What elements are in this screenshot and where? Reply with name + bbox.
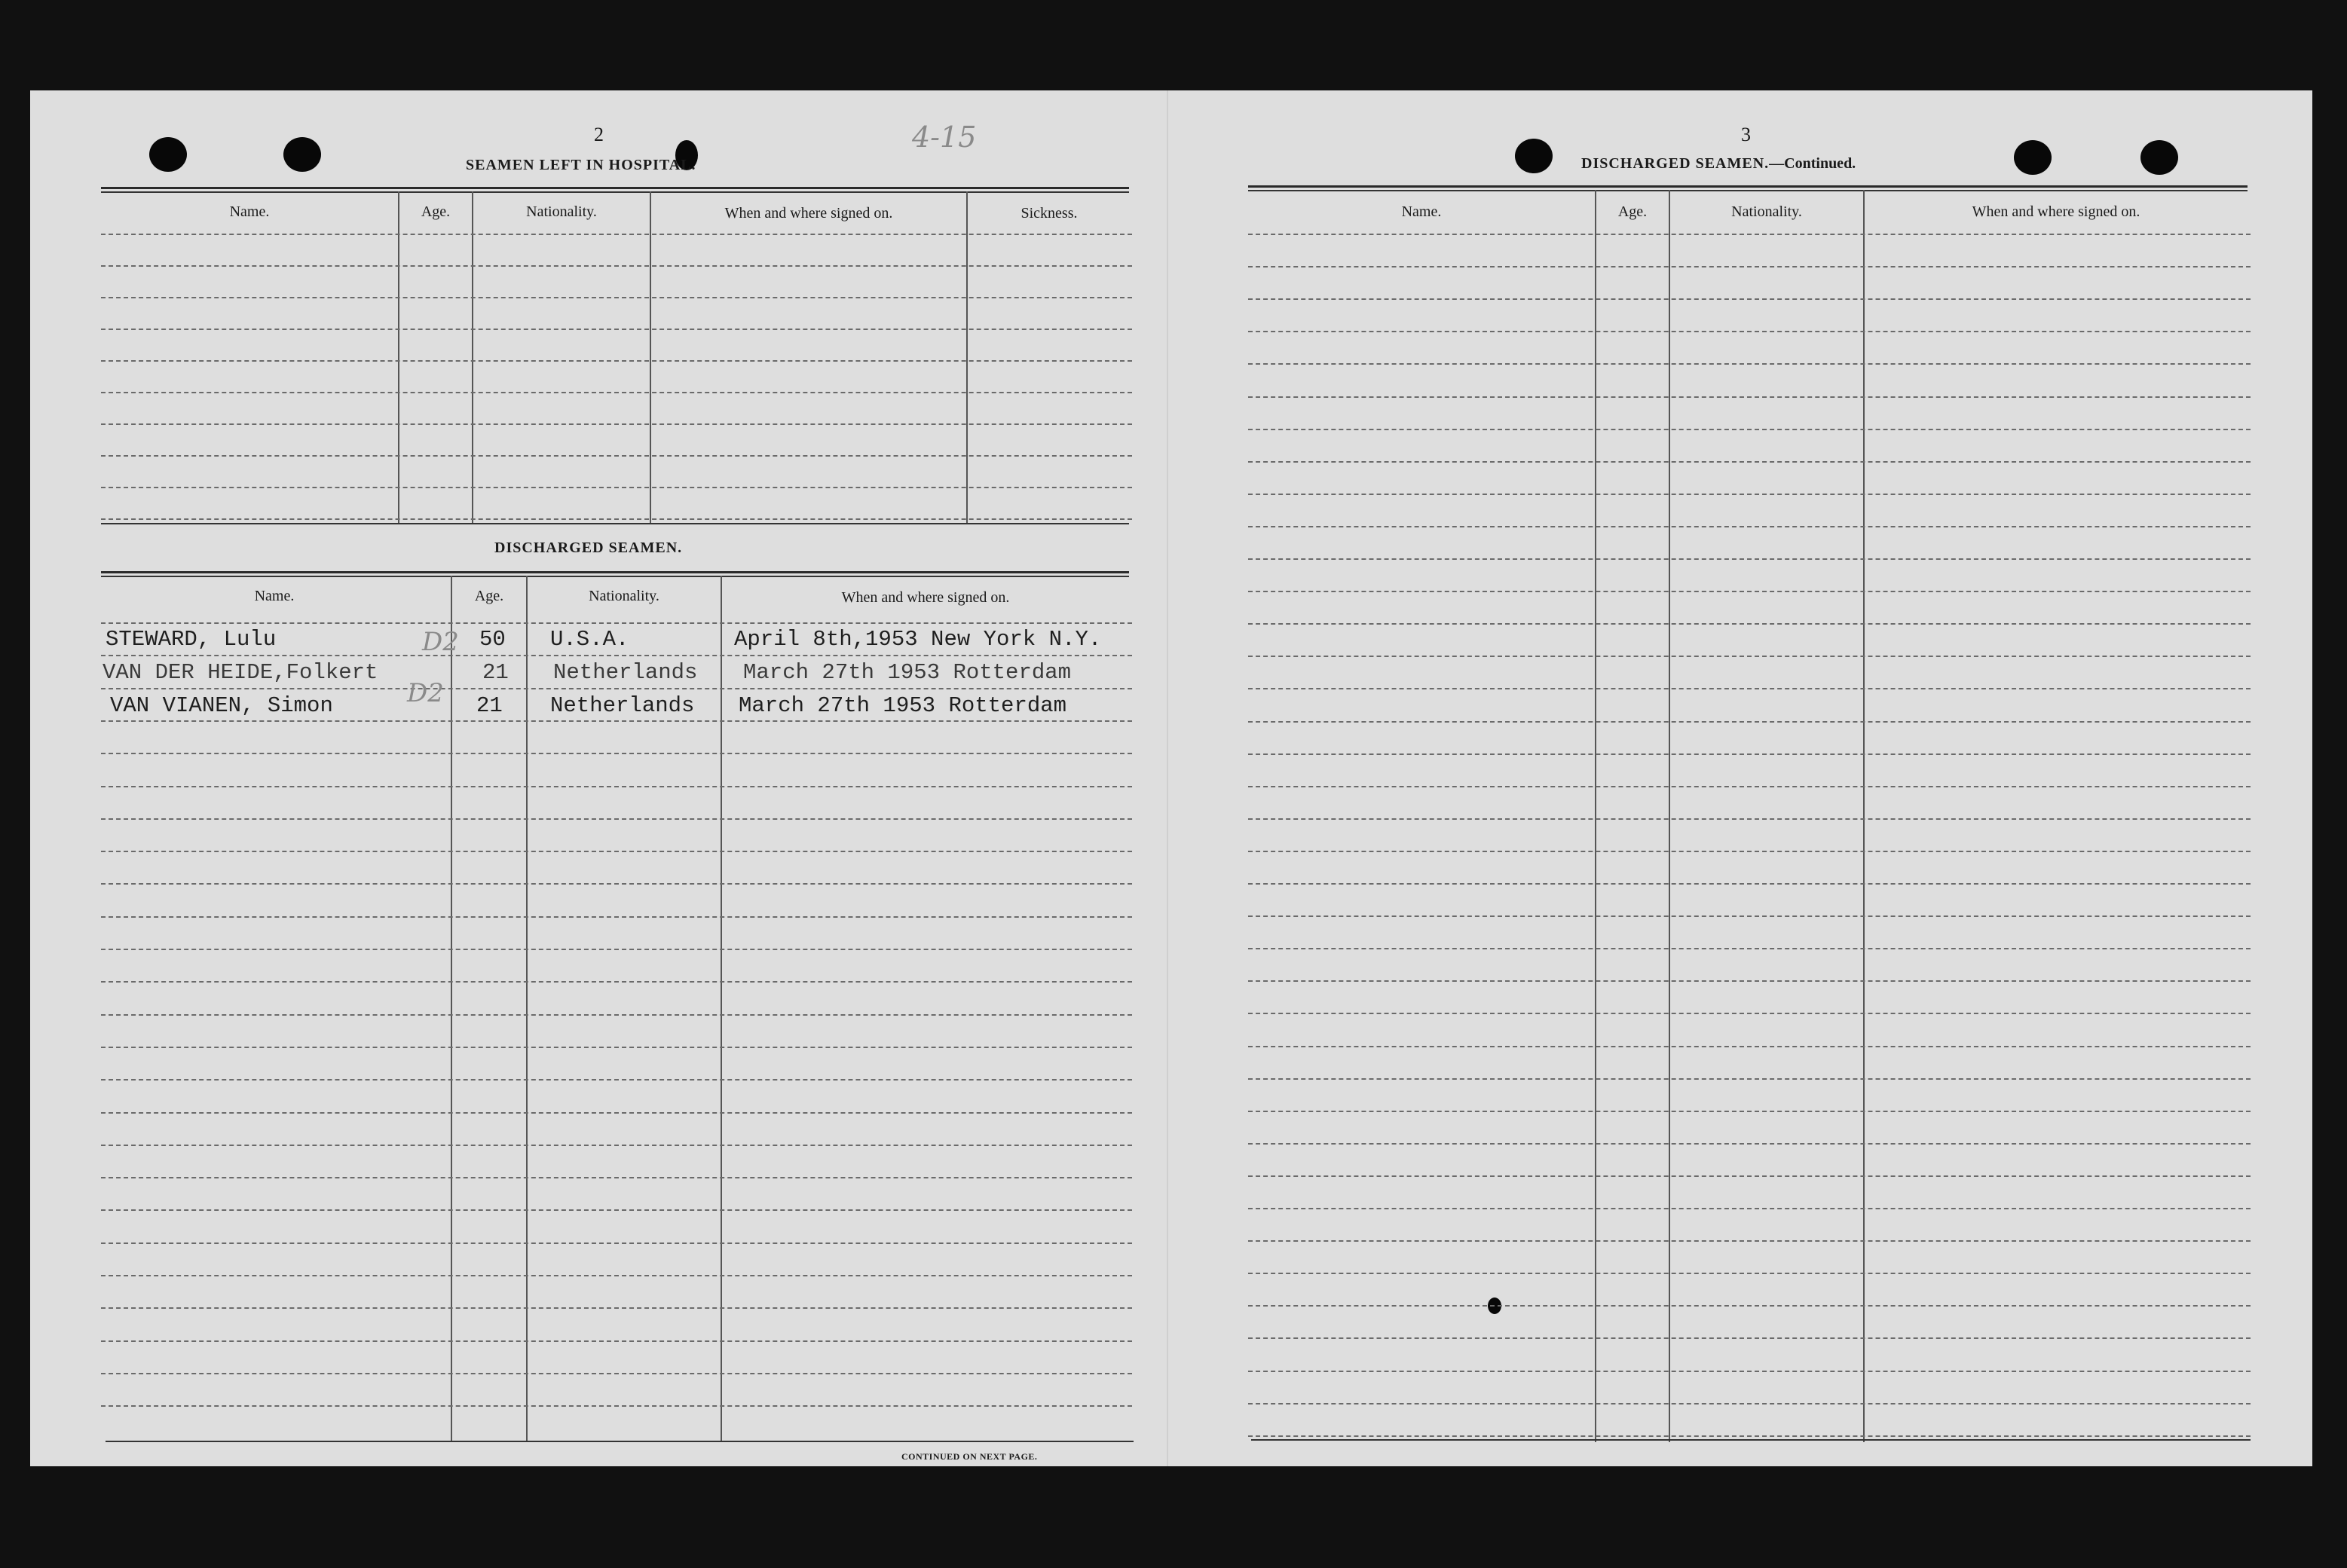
ruled-line — [1248, 948, 2251, 949]
ruled-line — [1248, 786, 2251, 787]
row-name: VAN DER HEIDE,Folkert — [103, 660, 378, 685]
ruled-line — [1248, 298, 2251, 300]
ruled-line — [101, 655, 1132, 656]
row-signed-on: March 27th 1953 Rotterdam — [739, 693, 1067, 718]
header-age: Age. — [474, 588, 504, 604]
ruled-line — [101, 916, 1132, 918]
ruled-line — [101, 1405, 1132, 1407]
ruled-line — [1248, 1403, 2251, 1404]
ruled-line — [1248, 915, 2251, 917]
ruled-line — [101, 1307, 1132, 1309]
row-signed-on: March 27th 1953 Rotterdam — [743, 660, 1072, 685]
page-number: 2 — [594, 124, 604, 145]
section-title — [1581, 155, 1856, 173]
column-divider — [1669, 190, 1670, 1442]
header-signed-on: When and where signed on. — [1972, 203, 2140, 220]
row-age: 50 — [479, 627, 506, 652]
ruled-line — [101, 1145, 1132, 1146]
discharged-top-rule-inner — [101, 576, 1129, 577]
column-divider — [472, 191, 473, 523]
handwritten-annotation: D2 — [407, 678, 444, 708]
ruled-line — [1248, 266, 2251, 267]
discharged-section-title: DISCHARGED SEAMEN. — [494, 539, 683, 556]
ruled-line — [101, 329, 1132, 330]
hospital-bottom-rule — [101, 523, 1129, 524]
column-divider — [1595, 190, 1596, 1442]
punch-hole — [2014, 140, 2052, 175]
ruled-line — [101, 981, 1132, 983]
ruled-line — [101, 487, 1132, 488]
ruled-line — [1248, 526, 2251, 527]
row-age: 21 — [476, 693, 503, 718]
ruled-line — [1248, 1337, 2251, 1339]
ruled-line — [101, 883, 1132, 885]
ruled-line — [1248, 1273, 2251, 1274]
row-nationality: U.S.A. — [550, 627, 629, 652]
ruled-line — [101, 818, 1132, 820]
header-name: Name. — [254, 588, 295, 604]
header-name: Name. — [229, 203, 270, 220]
column-divider — [721, 576, 722, 1442]
header-nationality: Nationality. — [589, 588, 659, 604]
ruled-line — [101, 423, 1132, 425]
ruled-line — [101, 234, 1132, 235]
punch-hole — [149, 137, 187, 172]
continued-note: CONTINUED ON NEXT PAGE. — [901, 1451, 1038, 1462]
punch-hole — [1515, 139, 1553, 173]
ruled-line — [1248, 753, 2251, 755]
ruled-line — [1248, 1013, 2251, 1014]
column-divider — [966, 191, 968, 523]
ruled-line — [101, 851, 1132, 852]
ruled-line — [1248, 1046, 2251, 1047]
row-signed-on: April 8th,1953 New York N.Y. — [734, 627, 1102, 652]
top-rule — [1248, 185, 2248, 188]
page-number: 3 — [1741, 124, 1751, 145]
ruled-line — [101, 455, 1132, 457]
header-nationality: Nationality. — [1731, 203, 1802, 220]
ruled-line — [101, 265, 1132, 267]
punch-hole — [2140, 140, 2178, 175]
ruled-line — [1248, 1175, 2251, 1177]
ruled-line — [1248, 980, 2251, 982]
header-age: Age. — [421, 203, 451, 220]
header-nationality: Nationality. — [526, 203, 597, 220]
ruled-line — [101, 1340, 1132, 1342]
column-divider — [526, 576, 528, 1442]
title-suffix: —Continued. — [1769, 155, 1856, 172]
row-name: STEWARD, Lulu — [106, 627, 277, 652]
bottom-rule — [1251, 1439, 2251, 1441]
hospital-section-title: SEAMEN LEFT IN HOSPITAL. — [466, 157, 696, 173]
column-divider — [398, 191, 399, 523]
ruled-line — [1248, 883, 2251, 885]
handwritten-note: 4-15 — [912, 121, 977, 154]
ruled-line — [101, 1209, 1132, 1211]
right-page — [1167, 90, 2312, 1466]
ruled-line — [101, 1047, 1132, 1048]
punch-hole — [283, 137, 321, 172]
discharged-top-rule — [101, 571, 1129, 573]
ruled-line — [101, 949, 1132, 950]
ruled-line — [101, 1014, 1132, 1016]
ruled-line — [1248, 331, 2251, 332]
column-divider — [451, 576, 452, 1442]
left-page — [30, 90, 1167, 1466]
top-rule-inner — [1248, 190, 2248, 191]
header-sickness: Sickness. — [1021, 205, 1078, 222]
ruled-line — [1248, 1208, 2251, 1209]
header-age: Age. — [1617, 203, 1648, 220]
ruled-line — [101, 518, 1132, 520]
ruled-line — [1248, 1371, 2251, 1372]
column-divider — [1863, 190, 1865, 1442]
ruled-line — [1248, 1305, 2251, 1307]
ruled-line — [101, 297, 1132, 298]
ruled-line — [1248, 1111, 2251, 1112]
ruled-line — [1248, 1240, 2251, 1242]
handwritten-annotation: D2 — [422, 627, 459, 657]
row-nationality: Netherlands — [550, 693, 695, 718]
header-signed-on: When and where signed on. — [724, 205, 893, 222]
ruled-line — [1248, 623, 2251, 625]
ruled-line — [1248, 363, 2251, 365]
top-rule — [101, 187, 1129, 189]
ruled-line — [1248, 721, 2251, 723]
discharged-bottom-rule — [106, 1441, 1134, 1442]
ruled-line — [1248, 429, 2251, 430]
ruled-line — [1248, 818, 2251, 820]
row-nationality: Netherlands — [553, 660, 698, 685]
ruled-line — [1248, 591, 2251, 592]
ruled-line — [1248, 1435, 2251, 1437]
ruled-line — [101, 622, 1132, 624]
column-divider — [650, 191, 651, 523]
top-rule-inner — [101, 191, 1129, 193]
ruled-line — [1248, 234, 2251, 235]
ruled-line — [101, 786, 1132, 787]
ruled-line — [1248, 461, 2251, 463]
ruled-line — [101, 753, 1132, 754]
title-main: DISCHARGED SEAMEN. — [1581, 155, 1770, 172]
ruled-line — [101, 1079, 1132, 1080]
ruled-line — [101, 688, 1132, 689]
ruled-line — [1248, 396, 2251, 398]
ruled-line — [1248, 851, 2251, 852]
ruled-line — [101, 1177, 1132, 1178]
ruled-line — [1248, 656, 2251, 657]
ruled-line — [101, 1275, 1132, 1276]
row-age: 21 — [482, 660, 509, 685]
ruled-line — [1248, 1078, 2251, 1080]
ruled-line — [1248, 688, 2251, 689]
ruled-line — [1248, 558, 2251, 560]
header-signed-on: When and where signed on. — [841, 589, 1010, 606]
ruled-line — [1248, 1143, 2251, 1145]
ruled-line — [101, 1242, 1132, 1244]
ruled-line — [101, 392, 1132, 393]
row-name: VAN VIANEN, Simon — [110, 693, 333, 718]
header-name: Name. — [1401, 203, 1442, 220]
ruled-line — [1248, 494, 2251, 495]
ruled-line — [101, 720, 1132, 722]
ruled-line — [101, 1112, 1132, 1114]
ruled-line — [101, 360, 1132, 362]
ruled-line — [101, 1373, 1132, 1374]
